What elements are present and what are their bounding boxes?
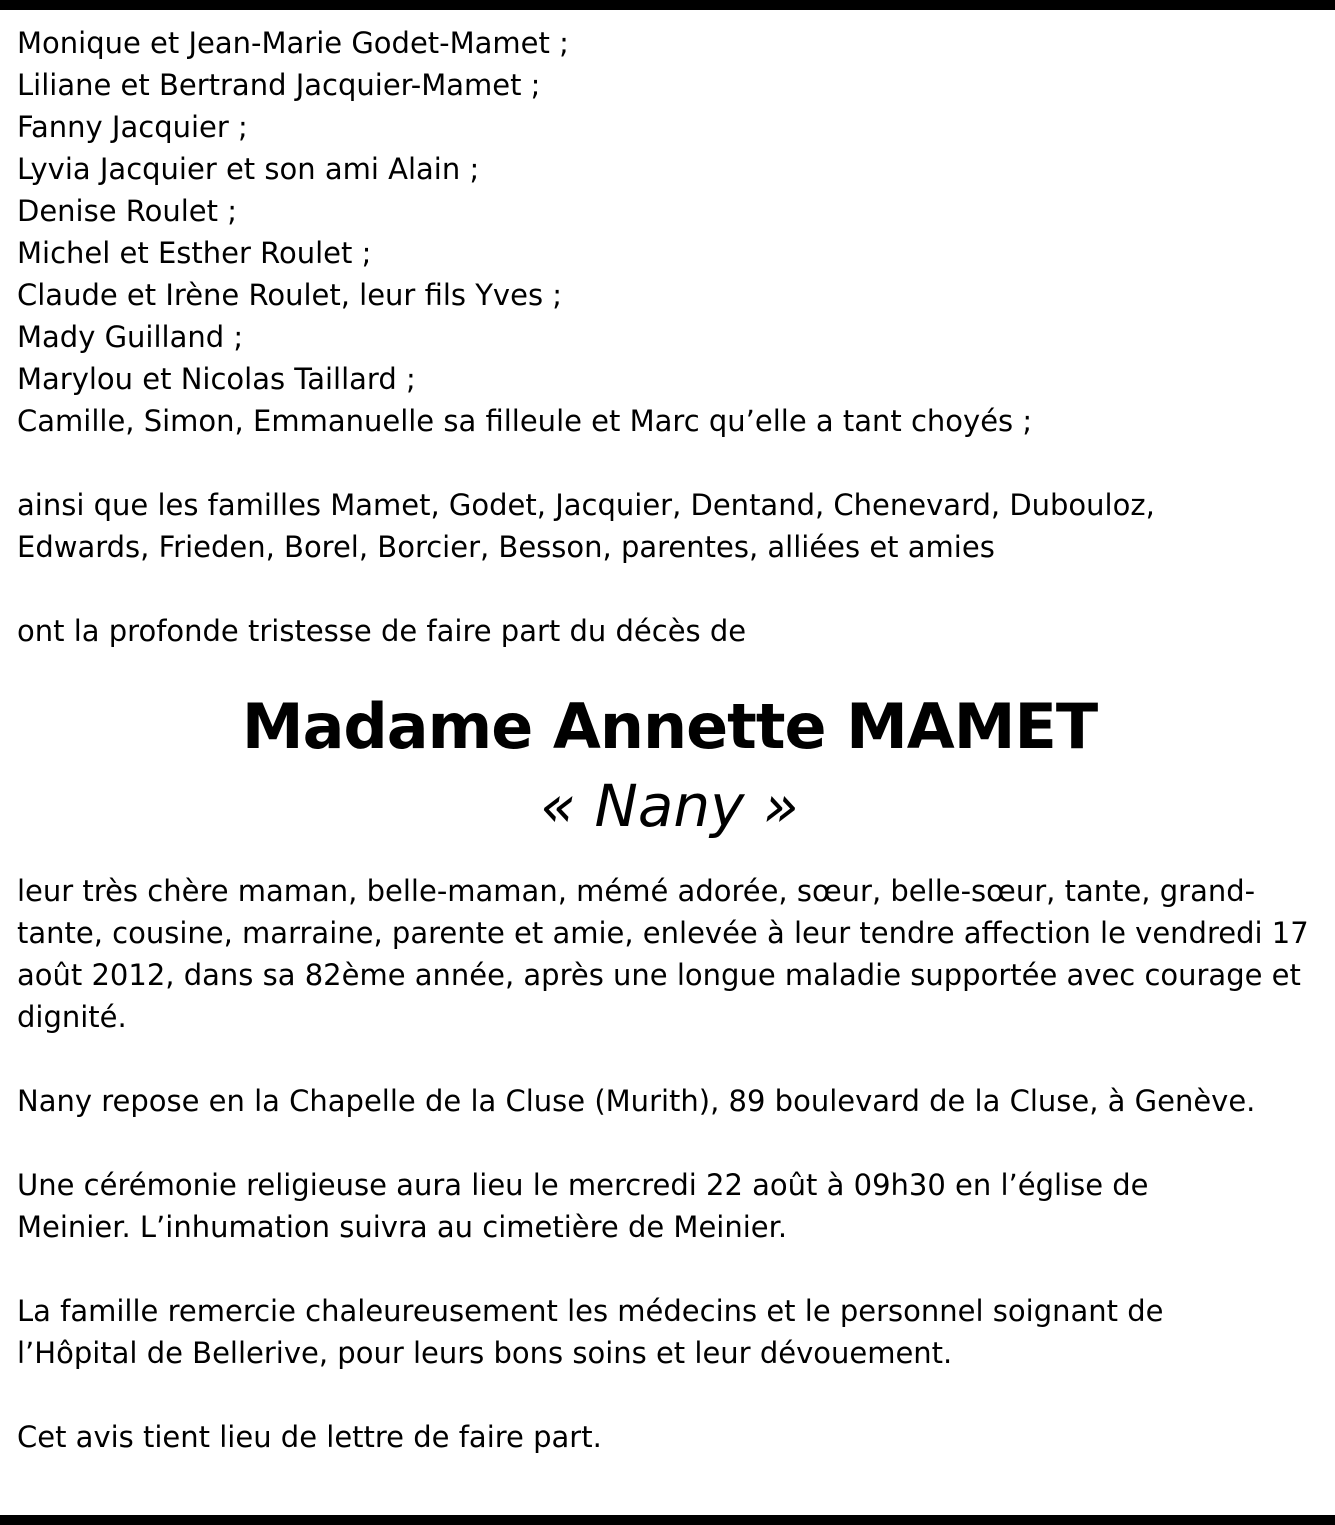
- obituary-notice: [17, 22, 1322, 1458]
- spacer: [17, 1248, 1322, 1290]
- spacer: [17, 568, 1322, 610]
- family-member: Monique et Jean-Marie Godet-Mamet ;: [17, 26, 569, 60]
- thanks-paragraph: La famille remercie chaleureusement les médecins et le personnel soignant de l’Hôpital de Bellerive, pour leurs bons soins et leur dévouement.: [17, 1294, 1164, 1370]
- spacer: [17, 1038, 1322, 1080]
- family-member: Michel et Esther Roulet ;: [17, 236, 372, 270]
- family-member: Claude et Irène Roulet, leur fils Yves ;: [17, 278, 563, 312]
- family-member: Denise Roulet ;: [17, 194, 238, 228]
- deceased-block: [17, 688, 1322, 846]
- top-border-rule: [0, 0, 1335, 10]
- family-member: Mady Guilland ;: [17, 320, 244, 354]
- family-member: Marylou et Nicolas Taillard ;: [17, 362, 416, 396]
- bottom-border-rule: [0, 1515, 1335, 1525]
- spacer: [17, 1374, 1322, 1416]
- deceased-name: Madame Annette MAMET: [241, 690, 1098, 763]
- spacer: [17, 442, 1322, 484]
- deceased-nickname: « Nany »: [540, 772, 799, 840]
- spacer: [17, 1122, 1322, 1164]
- rest-location-paragraph: Nany repose en la Chapelle de la Cluse (Murith), 89 boulevard de la Cluse, à Genève.: [17, 1084, 1256, 1118]
- families-paragraph: ainsi que les familles Mamet, Godet, Jacquier, Dentand, Chenevard, Dubouloz, Edwards, Frieden, Borel, Borcier, Besson, parentes, alliées et amies: [17, 488, 1155, 564]
- family-member: Liliane et Bertrand Jacquier-Mamet ;: [17, 68, 541, 102]
- announcement-text: ont la profonde tristesse de faire part du décès de: [17, 614, 747, 648]
- family-member: Camille, Simon, Emmanuelle sa filleule et Marc qu’elle a tant choyés ;: [17, 404, 1033, 438]
- family-member: Lyvia Jacquier et son ami Alain ;: [17, 152, 480, 186]
- ceremony-paragraph: Une cérémonie religieuse aura lieu le mercredi 22 août à 09h30 en l’église de Meinier. L’inhumation suivra au cimetière de Meinier.: [17, 1168, 1149, 1244]
- family-member: Fanny Jacquier ;: [17, 110, 248, 144]
- closing-text: Cet avis tient lieu de lettre de faire part.: [17, 1420, 602, 1454]
- tribute-paragraph: leur très chère maman, belle-maman, mémé adorée, sœur, belle-sœur, tante, grand-tante, cousine, marraine, parente et amie, enlevée à leur tendre affection le vendredi 17 août 2012, dans sa 82ème année, après une longue maladie supportée avec courage et dignité.: [17, 874, 1309, 1034]
- family-list: [17, 22, 1322, 442]
